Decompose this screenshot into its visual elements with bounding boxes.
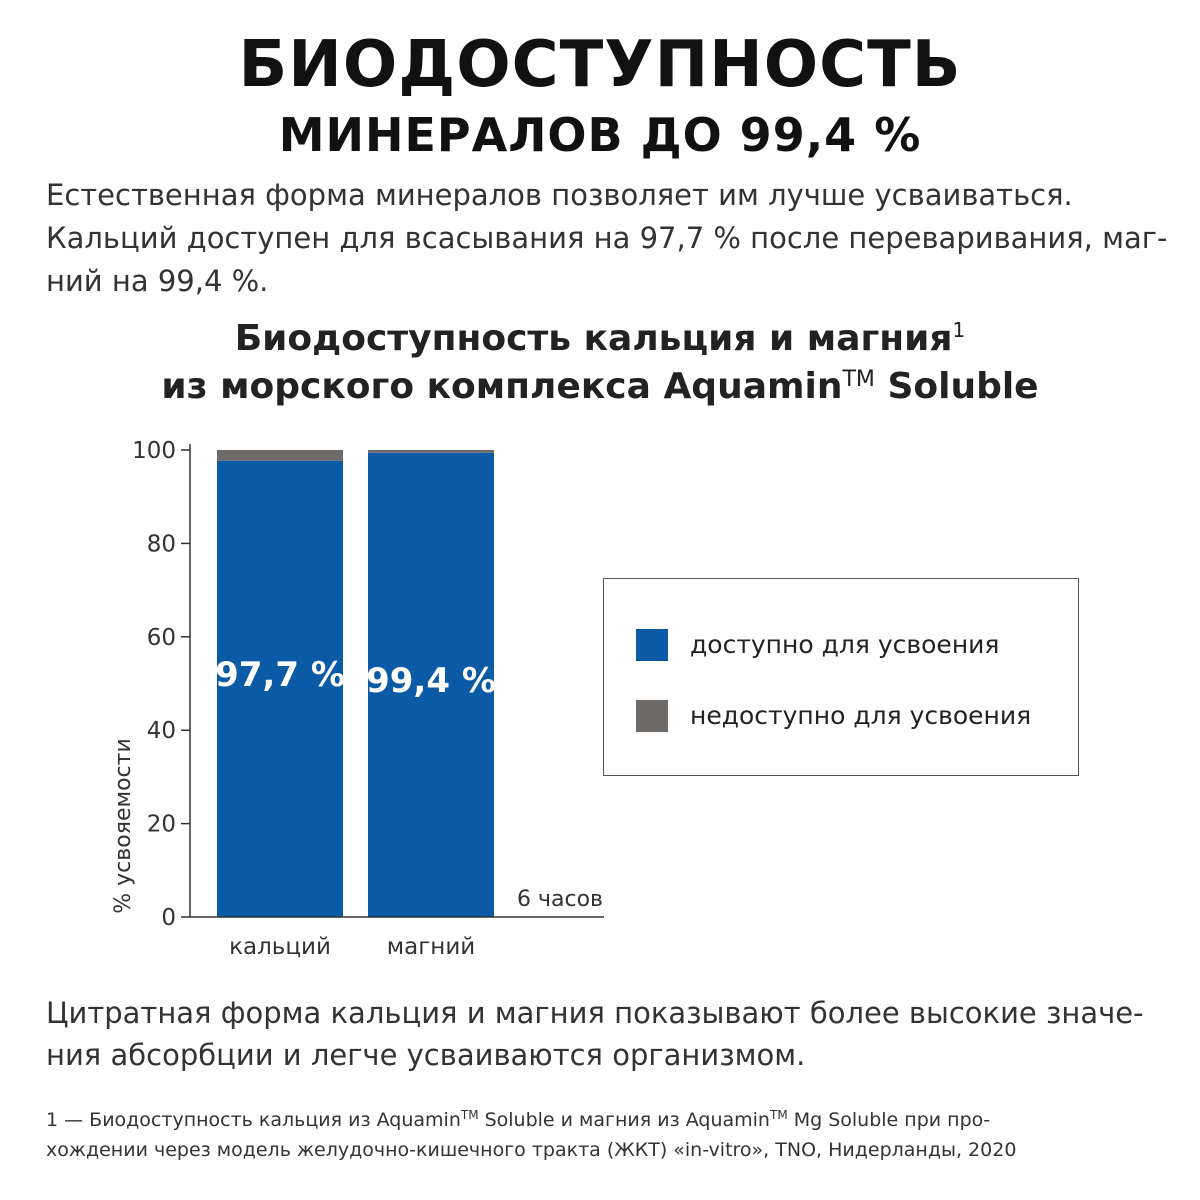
page-title: БИОДОСТУПНОСТЬ — [238, 28, 962, 102]
x-category-label: магний — [386, 934, 476, 960]
footnote-line: 1 — Биодоступность кальция из Aquamin™ Soluble и магния из Aquamin™ Mg Soluble при про- — [46, 1108, 991, 1131]
intro-line: Естественная форма минералов позволяет им лучше усваиваться. — [46, 178, 1073, 212]
legend-label-unavailable: недоступно для усвоения — [690, 701, 1032, 730]
bar-data-label: 97,7 % — [215, 655, 345, 695]
bar-unavailable-2 — [368, 450, 494, 453]
footnote-mark: 1 — [952, 318, 966, 342]
page-subtitle: МИНЕРАЛОВ ДО 99,4 % — [278, 108, 922, 162]
y-tick-label: 100 — [132, 438, 176, 464]
intro-line: Кальций доступен для всасывания на 97,7 % после переваривания, маг- — [46, 221, 1168, 255]
y-tick-label: 40 — [146, 718, 176, 745]
legend-swatch-available — [636, 629, 668, 661]
bar-unavailable-1 — [217, 450, 343, 461]
chart-legend — [603, 578, 1079, 776]
y-tick-label: 20 — [146, 811, 176, 838]
y-tick-label: 80 — [146, 531, 176, 558]
conclusion-paragraph — [46, 992, 1166, 1076]
y-axis-label: % усвояемости — [111, 738, 136, 914]
bar-data-label: 99,4 % — [366, 661, 496, 701]
conclusion-line: ния абсорбции и легче усваиваются организмом. — [46, 1038, 806, 1072]
chart-subtitle-suffix: Soluble — [874, 366, 1039, 407]
trademark-mark: TM — [842, 367, 875, 392]
intro-line: ний на 99,4 %. — [46, 264, 269, 298]
x-annotation: 6 часов — [517, 887, 603, 912]
trademark-mark: TM — [769, 1108, 788, 1122]
legend-label-available: доступно для усвоения — [690, 630, 1000, 659]
y-tick-label: 60 — [146, 624, 176, 651]
y-tick-label: 0 — [161, 905, 176, 931]
legend-swatch-unavailable — [636, 700, 668, 732]
x-category-label: кальций — [229, 934, 331, 960]
chart-title-text: Биодоступность кальция и магния — [234, 318, 953, 359]
chart-subtitle-prefix: из морского комплекса Aquamin — [161, 366, 843, 407]
footnote — [46, 1100, 1166, 1165]
conclusion-line: Цитратная форма кальция и магния показывают более высокие значе- — [46, 996, 1144, 1030]
footnote-line: хождении через модель желудочно-кишечного тракта (ЖКТ) «in-vitro», TNO, Нидерланды, 2020 — [46, 1139, 1017, 1161]
trademark-mark: TM — [460, 1108, 479, 1122]
